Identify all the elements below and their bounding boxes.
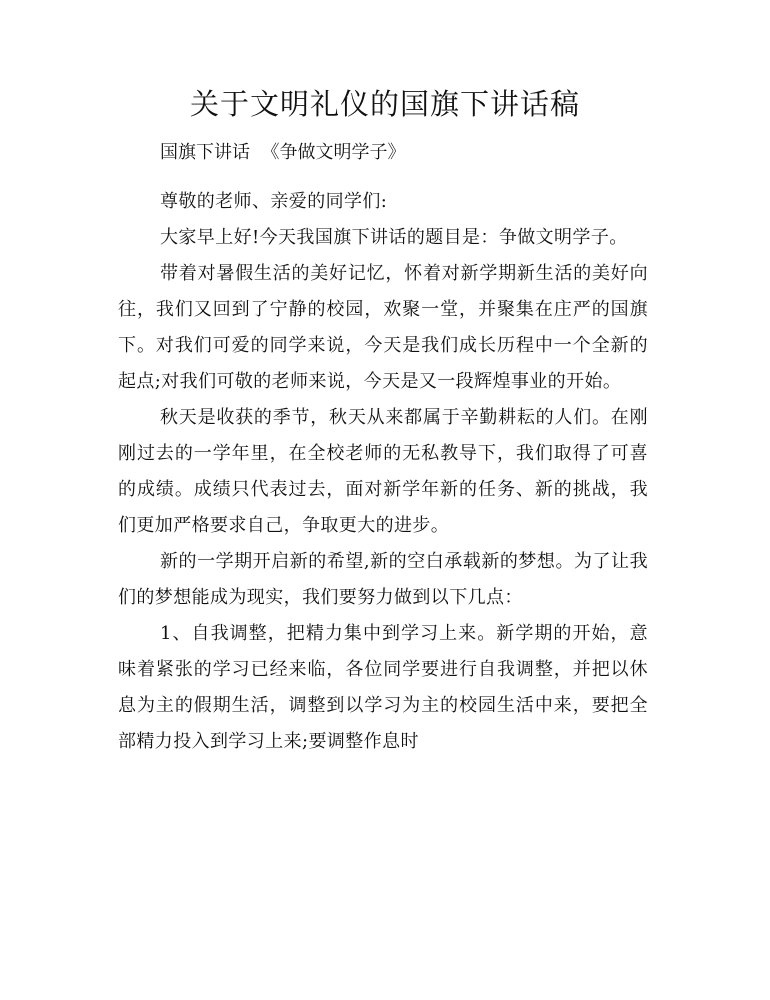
paragraph: 新的一学期开启新的希望,新的空白承载新的梦想。为了让我们的梦想能成为现实，我们要努力做到以下几点：: [118, 551, 648, 608]
document-body: [118, 184, 648, 760]
paragraph: 带着对暑假生活的美好记忆，怀着对新学期新生活的美好向往，我们又回到了宁静的校园，欢聚一堂，并聚集在庄严的国旗下。对我们可爱的同学来说，今天是我们成长历程中一个全新的起点;对我们可敬的老师来说，今天是又一段辉煌事业的开始。: [118, 263, 648, 392]
paragraph: 1、自我调整，把精力集中到学习上来。新学期的开始，意味着紧张的学习已经来临，各位同学要进行自我调整，并把以休息为主的假期生活，调整到以学习为主的校园生活中来，要把全部精力投入到学习上来;要调整作息时: [118, 623, 648, 752]
paragraph: 秋天是收获的季节，秋天从来都属于辛勤耕耘的人们。在刚刚过去的一学年里，在全校老师的无私教导下，我们取得了可喜的成绩。成绩只代表过去，面对新学年新的任务、新的挑战，我们更加严格要求自己，争取更大的进步。: [118, 407, 648, 536]
paragraph-greeting: 尊敬的老师、亲爱的同学们:: [160, 191, 388, 212]
paragraph-opening: 大家早上好!今天我国旗下讲话的题目是：争做文明学子。: [160, 227, 628, 248]
document-title: 关于文明礼仪的国旗下讲话稿: [189, 87, 580, 121]
document-subtitle: 国旗下讲话 《争做文明学子》: [160, 142, 406, 163]
